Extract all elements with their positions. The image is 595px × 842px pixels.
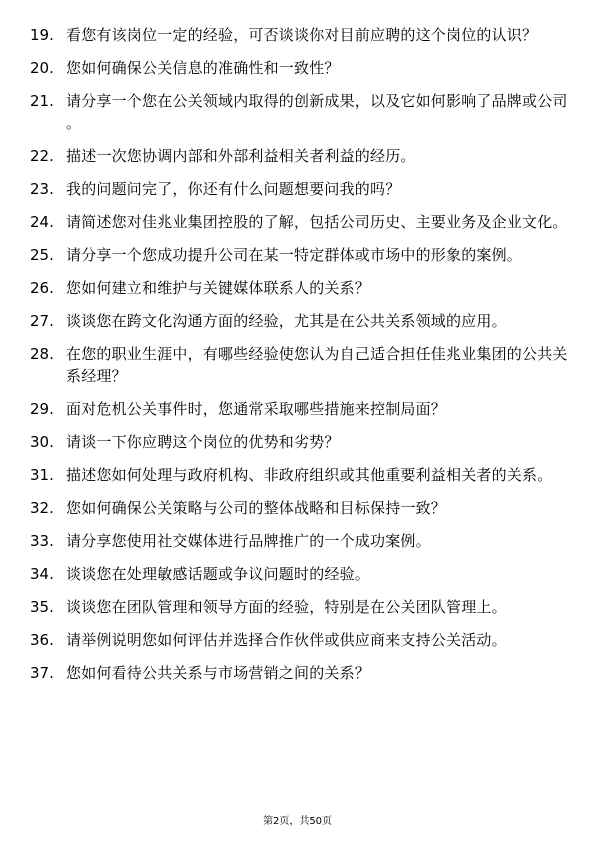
question-item: [30, 464, 570, 486]
question-text: 看您有该岗位一定的经验，可否谈谈你对目前应聘的这个岗位的认识？: [66, 26, 538, 44]
question-text: 请简述您对佳兆业集团控股的了解，包括公司历史、主要业务及企业文化。: [66, 213, 568, 231]
question-text: 描述一次您协调内部和外部利益相关者利益的经历。: [66, 147, 416, 165]
question-text: 我的问题问完了，你还有什么问题想要问我的吗？: [66, 180, 401, 198]
question-item: [30, 629, 570, 651]
question-item: [30, 310, 570, 332]
question-text: 您如何确保公关策略与公司的整体战略和目标保持一致？: [66, 499, 447, 517]
question-number: 33.: [30, 532, 54, 550]
question-number: 34.: [30, 565, 54, 583]
question-number: 27.: [30, 312, 54, 330]
question-text: 谈谈您在团队管理和领导方面的经验，特别是在公关团队管理上。: [66, 598, 507, 616]
question-number: 21.: [30, 92, 54, 110]
question-list: [30, 24, 570, 695]
question-item: [30, 596, 570, 618]
question-item: [30, 57, 570, 79]
question-item: [30, 277, 570, 299]
question-number: 25.: [30, 246, 54, 264]
question-item: [30, 24, 570, 46]
question-number: 28.: [30, 345, 54, 363]
question-item: [30, 145, 570, 167]
question-number: 32.: [30, 499, 54, 517]
question-number: 35.: [30, 598, 54, 616]
question-number: 22.: [30, 147, 54, 165]
question-number: 31.: [30, 466, 54, 484]
question-number: 23.: [30, 180, 54, 198]
question-item: [30, 398, 570, 420]
question-text: 请分享一个您成功提升公司在某一特定群体或市场中的形象的案例。: [66, 246, 523, 264]
question-number: 36.: [30, 631, 54, 649]
question-item: [30, 662, 570, 684]
question-text: 面对危机公关事件时，您通常采取哪些措施来控制局面？: [66, 400, 447, 418]
question-text: 谈谈您在跨文化沟通方面的经验，尤其是在公共关系领域的应用。: [66, 312, 507, 330]
question-text: 请分享一个您在公关领域内取得的创新成果，以及它如何影响了品牌或公司。: [66, 92, 568, 132]
question-text: 您如何看待公共关系与市场营销之间的关系？: [66, 664, 371, 682]
question-text: 您如何建立和维护与关键媒体联系人的关系？: [66, 279, 371, 297]
question-number: 24.: [30, 213, 54, 231]
question-item: [30, 90, 570, 134]
question-text: 请举例说明您如何评估并选择合作伙伴或供应商来支持公关活动。: [66, 631, 507, 649]
question-number: 19.: [30, 26, 54, 44]
question-text: 在您的职业生涯中，有哪些经验使您认为自己适合担任佳兆业集团的公共关系经理？: [66, 345, 568, 385]
question-item: [30, 211, 570, 233]
question-item: [30, 563, 570, 585]
question-item: [30, 431, 570, 453]
question-item: [30, 244, 570, 266]
question-text: 您如何确保公关信息的准确性和一致性？: [66, 59, 340, 77]
question-item: [30, 497, 570, 519]
question-text: 请分享您使用社交媒体进行品牌推广的一个成功案例。: [66, 532, 431, 550]
question-number: 30.: [30, 433, 54, 451]
question-item: [30, 343, 570, 387]
page-number: 第2页，共50页: [262, 816, 333, 827]
question-number: 26.: [30, 279, 54, 297]
question-text: 谈谈您在处理敏感话题或争议问题时的经验。: [66, 565, 371, 583]
question-item: [30, 178, 570, 200]
question-text: 请谈一下你应聘这个岗位的优势和劣势？: [66, 433, 340, 451]
question-number: 20.: [30, 59, 54, 77]
question-number: 37.: [30, 664, 54, 682]
question-item: [30, 530, 570, 552]
question-number: 29.: [30, 400, 54, 418]
question-text: 描述您如何处理与政府机构、非政府组织或其他重要利益相关者的关系。: [66, 466, 553, 484]
